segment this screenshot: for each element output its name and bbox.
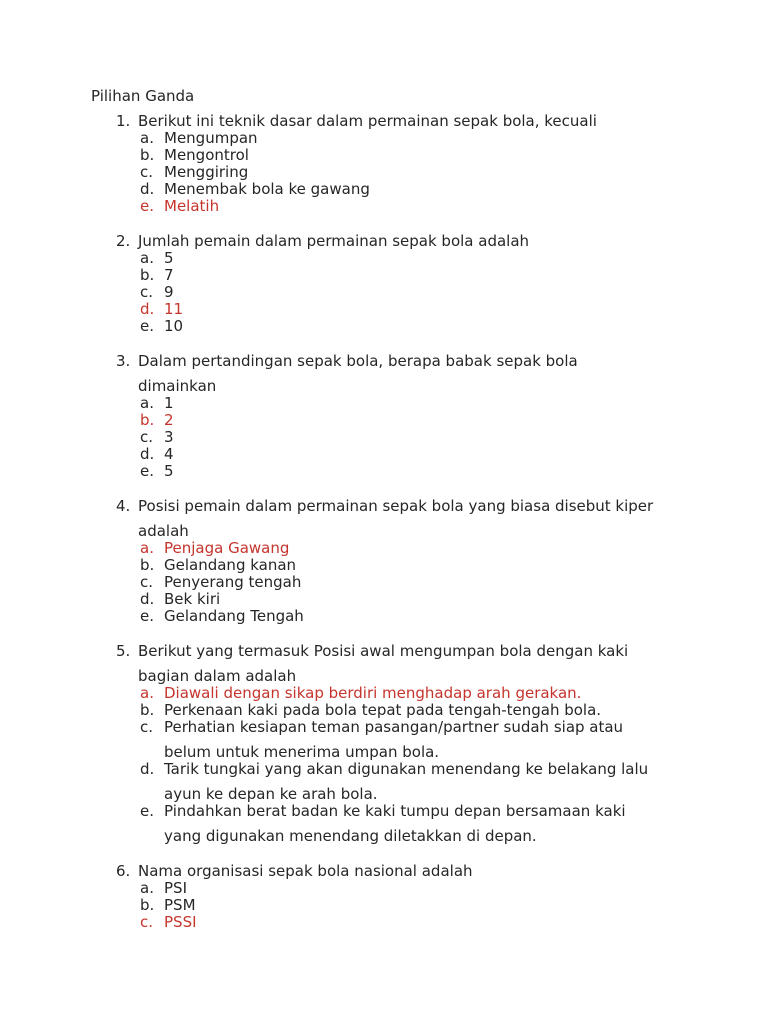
option-text: PSSI: [164, 913, 197, 931]
option-row: [0, 719, 768, 736]
option-text: 11: [164, 300, 184, 318]
option-letter: b.: [140, 556, 155, 574]
question-first-line: [0, 498, 768, 515]
option-letter: c.: [140, 573, 154, 591]
option-row: [0, 914, 768, 931]
question-block: [0, 863, 768, 931]
option-letter: d.: [140, 590, 155, 608]
option-row: [0, 250, 768, 267]
option-letter: c.: [140, 163, 154, 181]
option-text: Perkenaan kaki pada bola tepat pada tengah-tengah bola.: [164, 701, 602, 719]
option-letter: a.: [140, 684, 154, 702]
question-block: [0, 643, 768, 845]
option-text: PSM: [164, 896, 196, 914]
option-letter: c.: [140, 283, 154, 301]
question-number: 6.: [116, 862, 131, 880]
option-row: [0, 880, 768, 897]
option-text-wrap: ayun ke depan ke arah bola.: [164, 785, 378, 803]
question-first-line: [0, 353, 768, 370]
question-number: 5.: [116, 642, 131, 660]
option-row: [0, 147, 768, 164]
option-row: [0, 429, 768, 446]
question-text-wrap: adalah: [138, 522, 189, 540]
option-letter: b.: [140, 266, 155, 284]
option-row: [0, 412, 768, 429]
question-text: Dalam pertandingan sepak bola, berapa babak sepak bola: [138, 352, 578, 370]
option-row: [0, 702, 768, 719]
option-letter: e.: [140, 802, 154, 820]
option-letter: e.: [140, 197, 154, 215]
option-letter: d.: [140, 760, 155, 778]
question-number: 4.: [116, 497, 131, 515]
option-text: 1: [164, 394, 174, 412]
option-text: Tarik tungkai yang akan digunakan menendang ke belakang lalu: [164, 760, 649, 778]
option-letter: d.: [140, 445, 155, 463]
option-row: [0, 540, 768, 557]
option-row: [0, 685, 768, 702]
question-first-line: [0, 233, 768, 250]
question-number: 2.: [116, 232, 131, 250]
option-text: Bek kiri: [164, 590, 221, 608]
question-number: 3.: [116, 352, 131, 370]
option-row: [0, 301, 768, 318]
option-letter: b.: [140, 701, 155, 719]
question-block: [0, 233, 768, 335]
option-row: [0, 395, 768, 412]
question-text-wrap: bagian dalam adalah: [138, 667, 297, 685]
question-text: Jumlah pemain dalam permainan sepak bola adalah: [138, 232, 530, 250]
option-letter: a.: [140, 539, 154, 557]
option-letter: b.: [140, 146, 155, 164]
option-row: [0, 164, 768, 181]
page-title: Pilihan Ganda: [91, 87, 195, 105]
option-text: Pindahkan berat badan ke kaki tumpu depan bersamaan kaki: [164, 802, 626, 820]
option-row: [0, 284, 768, 301]
option-text: 7: [164, 266, 174, 284]
option-row: [0, 446, 768, 463]
option-letter: b.: [140, 411, 155, 429]
option-text: Gelandang kanan: [164, 556, 297, 574]
option-text: Melatih: [164, 197, 220, 215]
option-row: [0, 181, 768, 198]
option-letter: a.: [140, 249, 154, 267]
option-text: Perhatian kesiapan teman pasangan/partner sudah siap atau: [164, 718, 624, 736]
option-text-wrap: belum untuk menerima umpan bola.: [164, 743, 440, 761]
option-letter: a.: [140, 129, 154, 147]
option-text: 10: [164, 317, 184, 335]
option-letter: e.: [140, 607, 154, 625]
question-text-wrap: dimainkan: [138, 377, 217, 395]
question-text: Berikut ini teknik dasar dalam permainan sepak bola, kecuali: [138, 112, 597, 130]
option-text: Menggiring: [164, 163, 249, 181]
option-row: [0, 463, 768, 480]
option-text: 5: [164, 249, 174, 267]
option-row: [0, 897, 768, 914]
option-row: [0, 574, 768, 591]
option-row: [0, 591, 768, 608]
question-text: Nama organisasi sepak bola nasional adalah: [138, 862, 473, 880]
question-text: Posisi pemain dalam permainan sepak bola yang biasa disebut kiper: [138, 497, 654, 515]
question-block: [0, 353, 768, 480]
option-text: PSI: [164, 879, 187, 897]
option-row: [0, 130, 768, 147]
question-first-line: [0, 863, 768, 880]
option-row: [0, 557, 768, 574]
option-text: Penjaga Gawang: [164, 539, 290, 557]
option-letter: d.: [140, 300, 155, 318]
option-text: 5: [164, 462, 174, 480]
option-row: [0, 803, 768, 820]
option-text: Gelandang Tengah: [164, 607, 304, 625]
option-text: Mengumpan: [164, 129, 258, 147]
option-row: [0, 267, 768, 284]
option-text: Penyerang tengah: [164, 573, 302, 591]
option-text: 9: [164, 283, 174, 301]
question-first-line: [0, 113, 768, 130]
option-letter: c.: [140, 428, 154, 446]
question-first-line: [0, 643, 768, 660]
option-letter: b.: [140, 896, 155, 914]
questions-list: [0, 113, 768, 931]
option-text: Mengontrol: [164, 146, 249, 164]
option-text: 4: [164, 445, 174, 463]
option-letter: c.: [140, 913, 154, 931]
option-letter: a.: [140, 879, 154, 897]
option-letter: c.: [140, 718, 154, 736]
question-block: [0, 113, 768, 215]
option-text-wrap: yang digunakan menendang diletakkan di depan.: [164, 827, 537, 845]
option-text: 2: [164, 411, 174, 429]
question-block: [0, 498, 768, 625]
option-text: Diawali dengan sikap berdiri menghadap arah gerakan.: [164, 684, 582, 702]
option-letter: e.: [140, 317, 154, 335]
option-row: [0, 318, 768, 335]
option-text: Menembak bola ke gawang: [164, 180, 370, 198]
option-letter: d.: [140, 180, 155, 198]
option-row: [0, 198, 768, 215]
option-row: [0, 761, 768, 778]
question-number: 1.: [116, 112, 131, 130]
option-letter: e.: [140, 462, 154, 480]
option-letter: a.: [140, 394, 154, 412]
option-text: 3: [164, 428, 174, 446]
question-text: Berikut yang termasuk Posisi awal mengumpan bola dengan kaki: [138, 642, 629, 660]
option-row: [0, 608, 768, 625]
